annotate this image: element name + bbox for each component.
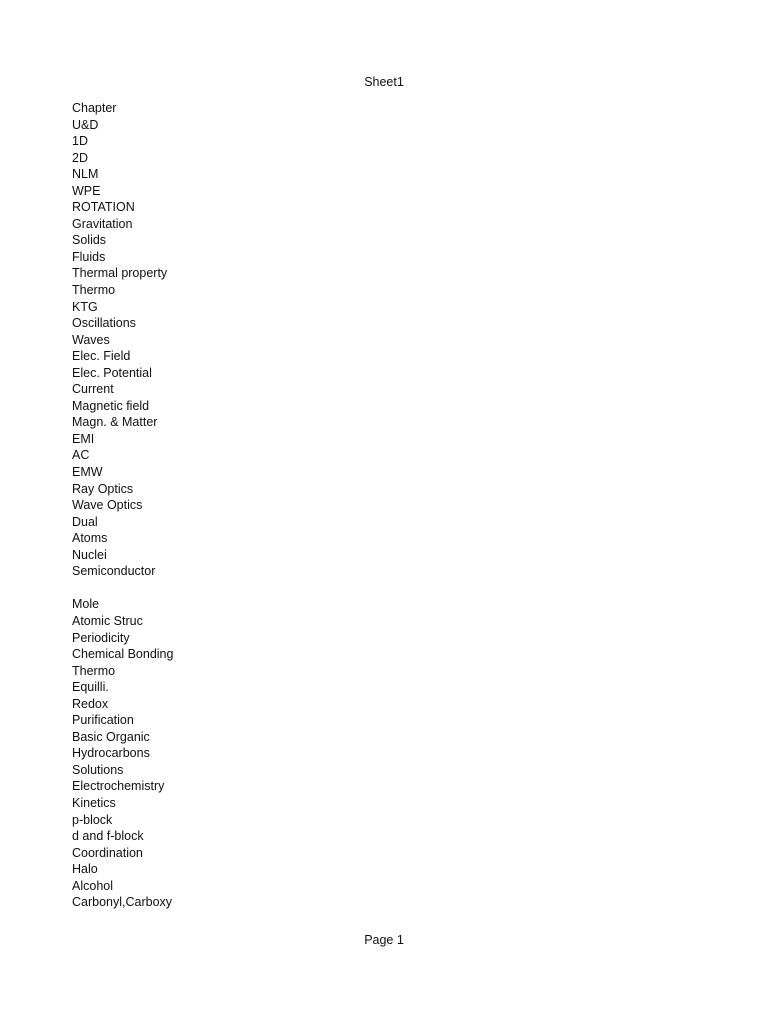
sheet-row: Carbonyl,Carboxy [72,895,173,910]
sheet-row: Nuclei [72,547,107,562]
chapter-list [72,100,173,911]
sheet-row: Redox [72,696,109,711]
sheet-row: 1D [72,134,88,149]
sheet-row: Purification [72,713,134,728]
sheet-row: Elec. Field [72,349,131,364]
sheet-row: Ray Optics [72,481,134,496]
sheet-row: Magn. & Matter [72,415,158,430]
sheet-row: Basic Organic [72,729,150,744]
sheet-row: Thermo [72,283,116,298]
sheet-row: 2D [72,150,88,165]
sheet-row: Magnetic field [72,398,150,413]
sheet-row: EMI [72,431,95,446]
sheet-row: Gravitation [72,216,133,231]
sheet-row: Hydrocarbons [72,746,150,761]
sheet-row: AC [72,448,90,463]
sheet-row: Waves [72,332,110,347]
sheet-row: WPE [72,183,101,198]
sheet-row: Wave Optics [72,498,143,513]
sheet-row: Atomic Struc [72,613,143,628]
sheet-row: Current [72,382,114,397]
sheet-row: Coordination [72,845,143,860]
sheet-row: Periodicity [72,630,130,645]
sheet-row: Fluids [72,249,106,264]
sheet-row: NLM [72,167,99,182]
sheet-row: Dual [72,514,98,529]
sheet-row: Elec. Potential [72,365,152,380]
sheet-row: Thermal property [72,266,168,281]
sheet-row: Alcohol [72,878,113,893]
sheet-row: d and f-block [72,829,144,844]
sheet-row: p-block [72,812,113,827]
sheet-row: Halo [72,862,98,877]
sheet-row: ROTATION [72,200,135,215]
sheet-row: Electrochemistry [72,779,165,794]
sheet-row: Chemical Bonding [72,647,174,662]
sheet-row: Chapter [72,101,117,115]
sheet-row: Equilli. [72,680,109,695]
sheet-row: Solutions [72,762,124,777]
page-number: Page 1 [364,933,404,947]
sheet-row: Oscillations [72,316,136,331]
sheet-row: Solids [72,233,107,248]
sheet-row: U&D [72,117,99,132]
sheet-title: Sheet1 [364,75,404,89]
sheet-row: Atoms [72,531,108,546]
sheet-row: Thermo [72,663,116,678]
sheet-row: Semiconductor [72,564,156,579]
sheet-row: Kinetics [72,795,116,810]
sheet-row [72,580,173,597]
sheet-row: KTG [72,299,98,314]
sheet-row: Mole [72,597,100,612]
sheet-row: EMW [72,465,103,480]
